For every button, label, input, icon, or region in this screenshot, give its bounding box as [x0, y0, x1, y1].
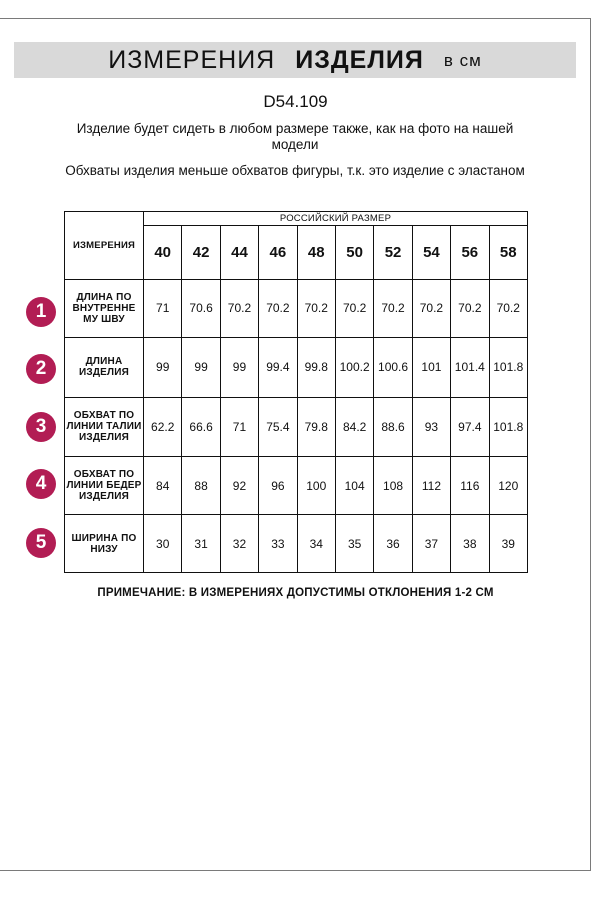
- table-row: [65, 279, 528, 337]
- row-label: ШИРИНА ПО НИЗУ: [65, 515, 144, 573]
- measurement-value: 34: [297, 515, 335, 573]
- measurement-value: 99.4: [259, 337, 297, 397]
- size-header-cell: 54: [412, 226, 450, 280]
- measurement-value: 71: [144, 279, 182, 337]
- measurement-value: 104: [335, 457, 373, 515]
- title-bold: ИЗДЕЛИЯ: [295, 45, 424, 74]
- measurement-value: 100.2: [335, 337, 373, 397]
- measurement-value: 100: [297, 457, 335, 515]
- size-header-cell: 58: [489, 226, 527, 280]
- size-table: [64, 211, 528, 573]
- measurement-value: 66.6: [182, 397, 220, 457]
- measurement-value: 99: [144, 337, 182, 397]
- row-label: ОБХВАТ ПО ЛИНИИ ТАЛИИ ИЗДЕЛИЯ: [65, 397, 144, 457]
- row-number-badge: 2: [26, 354, 56, 384]
- measurement-value: 33: [259, 515, 297, 573]
- measurement-value: 70.2: [259, 279, 297, 337]
- measurement-value: 93: [412, 397, 450, 457]
- measurement-value: 99.8: [297, 337, 335, 397]
- table-row: [65, 397, 528, 457]
- fit-note: Изделие будет сидеть в любом размере также, как на фото на нашей модели: [76, 121, 514, 152]
- row-number-badge: 1: [26, 297, 56, 327]
- measurement-value: 99: [220, 337, 258, 397]
- row-number-badge: 4: [26, 469, 56, 499]
- measurement-value: 75.4: [259, 397, 297, 457]
- measurement-value: 70.2: [489, 279, 527, 337]
- table-row: [65, 515, 528, 573]
- measurement-value: 101.4: [451, 337, 489, 397]
- measurement-value: 120: [489, 457, 527, 515]
- measurement-value: 92: [220, 457, 258, 515]
- size-header-cell: 50: [335, 226, 373, 280]
- measurement-value: 70.2: [297, 279, 335, 337]
- measurement-value: 70.2: [220, 279, 258, 337]
- size-header-cell: 42: [182, 226, 220, 280]
- row-label: ДЛИНА ИЗДЕЛИЯ: [65, 337, 144, 397]
- measurement-value: 84.2: [335, 397, 373, 457]
- measurement-value: 112: [412, 457, 450, 515]
- measurement-value: 39: [489, 515, 527, 573]
- measurement-value: 96: [259, 457, 297, 515]
- measurement-value: 70.2: [412, 279, 450, 337]
- measurements-header: ИЗМЕРЕНИЯ: [65, 212, 144, 280]
- measurement-value: 70.6: [182, 279, 220, 337]
- table-row: [65, 457, 528, 515]
- measurement-value: 35: [335, 515, 373, 573]
- measurement-value: 70.2: [451, 279, 489, 337]
- measurement-value: 70.2: [335, 279, 373, 337]
- measurement-value: 100.6: [374, 337, 412, 397]
- title-banner: [14, 42, 576, 78]
- row-label: ДЛИНА ПО ВНУТРЕННЕ МУ ШВУ: [65, 279, 144, 337]
- size-header-cell: 44: [220, 226, 258, 280]
- measurement-value: 88: [182, 457, 220, 515]
- measurement-value: 108: [374, 457, 412, 515]
- row-label: ОБХВАТ ПО ЛИНИИ БЕДЕР ИЗДЕЛИЯ: [65, 457, 144, 515]
- measurement-value: 84: [144, 457, 182, 515]
- size-header-cell: 56: [451, 226, 489, 280]
- row-number-badge: 5: [26, 528, 56, 558]
- measurement-value: 37: [412, 515, 450, 573]
- measurement-value: 79.8: [297, 397, 335, 457]
- row-number-badge: 3: [26, 412, 56, 442]
- measurement-value: 101.8: [489, 337, 527, 397]
- measurement-value: 31: [182, 515, 220, 573]
- elastane-note: Обхваты изделия меньше обхватов фигуры, т.к. это изделие с эластаном: [65, 163, 525, 178]
- measurement-value: 32: [220, 515, 258, 573]
- measurement-value: 30: [144, 515, 182, 573]
- title-unit: в см: [443, 51, 482, 70]
- size-header-cell: 52: [374, 226, 412, 280]
- tolerance-footnote: ПРИМЕЧАНИЕ: В ИЗМЕРЕНИЯХ ДОПУСТИМЫ ОТКЛОНЕНИЯ 1-2 СМ: [97, 587, 494, 599]
- russian-size-header: РОССИЙСКИЙ РАЗМЕР: [144, 212, 528, 226]
- measurement-value: 101.8: [489, 397, 527, 457]
- size-header-cell: 48: [297, 226, 335, 280]
- measurement-value: 101: [412, 337, 450, 397]
- title-light: ИЗМЕРЕНИЯ: [108, 45, 276, 74]
- measurement-value: 70.2: [374, 279, 412, 337]
- measurement-value: 62.2: [144, 397, 182, 457]
- size-header-cell: 46: [259, 226, 297, 280]
- measurement-value: 88.6: [374, 397, 412, 457]
- measurement-value: 71: [220, 397, 258, 457]
- measurement-value: 38: [451, 515, 489, 573]
- product-sku: D54.109: [263, 92, 328, 111]
- measurement-value: 99: [182, 337, 220, 397]
- table-row: [65, 337, 528, 397]
- measurement-value: 116: [451, 457, 489, 515]
- size-header-cell: 40: [144, 226, 182, 280]
- measurement-value: 36: [374, 515, 412, 573]
- measurement-value: 97.4: [451, 397, 489, 457]
